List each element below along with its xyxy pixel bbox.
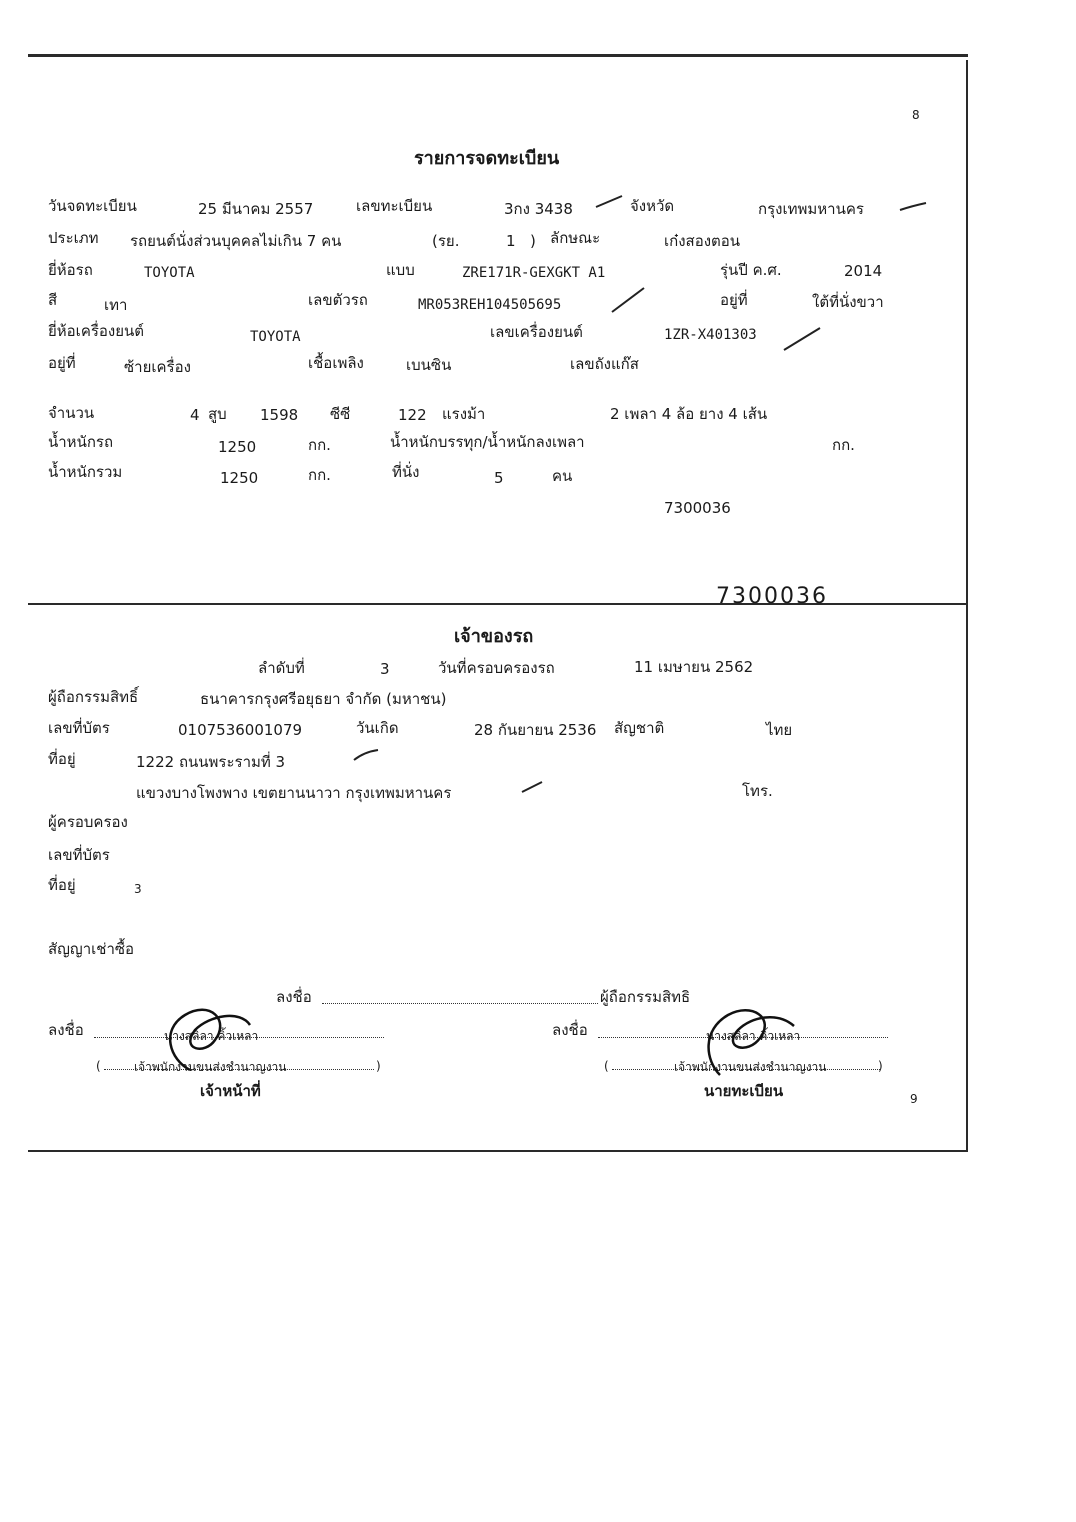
weight-unit: กก. — [308, 436, 331, 454]
seq: 3 — [380, 660, 390, 678]
cylinders: 4 — [190, 406, 200, 424]
plate-label: เลขทะเบียน — [356, 197, 433, 215]
officer-paren-open: ( — [96, 1059, 101, 1073]
fuel: เบนซิน — [406, 356, 452, 374]
officer-role: เจ้าหน้าที่ — [200, 1082, 261, 1100]
seats-label: ที่นั่ง — [392, 463, 420, 481]
cylinders-label: จำนวน — [48, 404, 95, 422]
province-label: จังหวัด — [630, 197, 675, 215]
plate: 3กง 3438 — [504, 200, 573, 218]
engine-location-label: อยู่ที่ — [48, 354, 76, 372]
horsepower: 122 — [398, 406, 427, 424]
id-label: เลขที่บัตร — [48, 719, 110, 737]
displacement: 1598 — [260, 406, 299, 424]
registration-title: รายการจดทะเบียน — [414, 148, 560, 169]
lease-label: สัญญาเช่าซื้อ — [48, 940, 135, 958]
officer-signature-icon — [150, 1000, 260, 1080]
fuel-label: เชื้อเพลิง — [308, 354, 364, 372]
registrar-signature-icon — [690, 1000, 800, 1080]
owner-title: เจ้าของรถ — [454, 626, 534, 647]
payload-label: น้ำหนักบรรทุก/น้ำหนักลงเพลา — [390, 433, 585, 451]
seq-label: ลำดับที่ — [258, 659, 305, 677]
seats: 5 — [494, 469, 504, 487]
reg-date: 25 มีนาคม 2557 — [198, 200, 314, 218]
possessor-label: ผู้ครอบครอง — [48, 813, 128, 831]
page-number-bottom: 9 — [910, 1092, 918, 1106]
registrar-paren-open: ( — [604, 1059, 609, 1073]
id-number: 0107536001079 — [178, 721, 303, 739]
engine-make: TOYOTA — [250, 329, 301, 345]
body-label: ลักษณะ — [550, 229, 601, 247]
nationality-label: สัญชาติ — [614, 719, 665, 737]
gas-tank-label: เลขถังแก๊ส — [570, 355, 639, 373]
type-code-open: (รย. — [432, 232, 460, 250]
address-line-2: แขวงบางโพงพาง เขตยานนาวา กรุงเทพมหานคร — [136, 784, 452, 802]
gross-weight-label: น้ำหนักรวม — [48, 463, 123, 481]
engine-no-label: เลขเครื่องยนต์ — [490, 323, 583, 341]
model-label: แบบ — [386, 261, 415, 279]
engine-make-label: ยี่ห้อเครื่องยนต์ — [48, 322, 145, 340]
cylinders-unit: สูบ — [208, 405, 227, 423]
engine-no: 1ZR-X401303 — [664, 327, 757, 343]
possessor-address-mark: 3 — [134, 882, 142, 896]
payload-unit: กก. — [832, 436, 855, 454]
engine-location: ซ้ายเครื่อง — [124, 358, 191, 376]
officer-title: เจ้าพนักงานขนส่งชำนาญงาน — [134, 1060, 287, 1074]
make-label: ยี่ห้อรถ — [48, 261, 93, 279]
holder-label: ผู้ถือกรรมสิทธิ์ — [48, 688, 139, 706]
tel-label: โทร. — [742, 782, 773, 800]
check-mark-icon — [594, 193, 624, 211]
holder-role: ผู้ถือกรรมสิทธิ — [600, 988, 691, 1006]
type-code-close: ) — [530, 232, 536, 250]
address-label: ที่อยู่ — [48, 750, 76, 768]
vin-label: เลขตัวรถ — [308, 291, 368, 309]
registrar-paren-close: ) — [878, 1059, 883, 1073]
right-border — [966, 60, 968, 1150]
holder: ธนาคารกรุงศรีอยุธยา จำกัด (มหาชน) — [200, 690, 447, 708]
displacement-unit: ซีซี — [330, 405, 351, 423]
body-style: เก๋งสองตอน — [664, 232, 741, 250]
vin-location-label: อยู่ที่ — [720, 291, 748, 309]
vehicle-type: รถยนต์นั่งส่วนบุคคลไม่เกิน 7 คน — [130, 232, 342, 250]
model: ZRE171R-GEXGKT A1 — [462, 265, 606, 281]
possess-date: 11 เมษายน 2562 — [634, 658, 754, 676]
top-border — [28, 54, 968, 57]
year-label: รุ่นปี ค.ศ. — [720, 261, 782, 279]
color: เทา — [104, 296, 128, 314]
check-mark-icon — [782, 326, 822, 352]
nationality: ไทย — [766, 721, 793, 739]
registrar-name: นางสลิลา คิ้วเหลา — [706, 1029, 801, 1043]
document-number: 7300036 — [664, 499, 731, 517]
gross-weight: 1250 — [220, 469, 259, 487]
page-number-top: 8 — [912, 108, 920, 122]
horsepower-unit: แรงม้า — [442, 405, 486, 423]
check-mark-icon — [520, 780, 544, 794]
province: กรุงเทพมหานคร — [758, 200, 864, 218]
type-code: 1 — [506, 232, 516, 250]
check-mark-icon — [610, 286, 646, 314]
possessor-id-label: เลขที่บัตร — [48, 846, 110, 864]
document-number-overlay: 7300036 — [716, 584, 828, 609]
weight: 1250 — [218, 438, 257, 456]
registrar-sign-label: ลงชื่อ — [552, 1021, 588, 1039]
dob: 28 กันยายน 2536 — [474, 721, 597, 739]
check-mark-icon — [352, 748, 380, 764]
weight-label: น้ำหนักรถ — [48, 433, 114, 451]
vin-location: ใต้ที่นั่งขวา — [812, 293, 884, 311]
gross-weight-unit: กก. — [308, 466, 331, 484]
dob-label: วันเกิด — [356, 719, 399, 737]
registrar-title: เจ้าพนักงานขนส่งชำนาญงาน — [674, 1060, 827, 1074]
officer-sign-label: ลงชื่อ — [48, 1021, 84, 1039]
axles: 2 เพลา 4 ล้อ ยาง 4 เส้น — [610, 405, 768, 423]
check-mark-icon — [898, 200, 928, 214]
make: TOYOTA — [144, 265, 195, 281]
type-label: ประเภท — [48, 229, 99, 247]
address-line-1: 1222 ถนนพระรามที่ 3 — [136, 753, 286, 771]
holder-sign-label: ลงชื่อ — [276, 988, 312, 1006]
officer-paren-close: ) — [376, 1059, 381, 1073]
possess-date-label: วันที่ครอบครองรถ — [438, 659, 555, 677]
year: 2014 — [844, 262, 883, 280]
reg-date-label: วันจดทะเบียน — [48, 197, 137, 215]
holder-sign-line — [322, 1003, 598, 1004]
vin: MR053REH104505695 — [418, 297, 562, 313]
registrar-role: นายทะเบียน — [704, 1082, 784, 1100]
possessor-address-label: ที่อยู่ — [48, 876, 76, 894]
bottom-border — [28, 1150, 968, 1152]
seats-unit: คน — [552, 467, 573, 485]
officer-name: นางสลิลา คิ้วเหลา — [164, 1029, 259, 1043]
color-label: สี — [48, 291, 58, 309]
